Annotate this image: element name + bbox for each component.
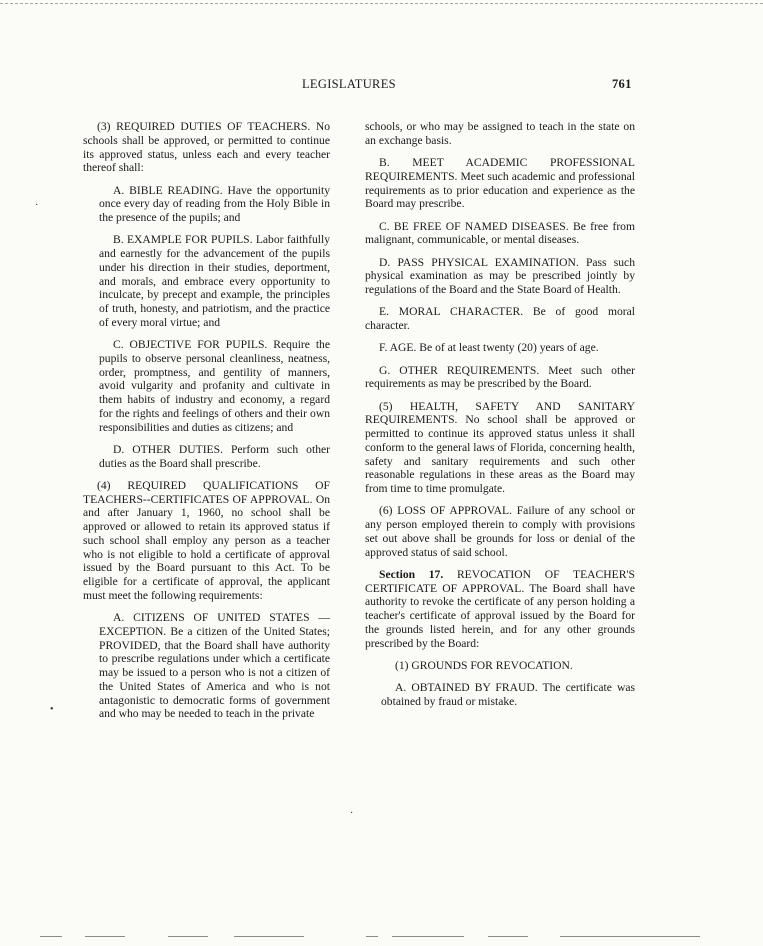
left-column xyxy=(83,120,330,730)
left-column-paragraph: C. OBJECTIVE FOR PUPILS. Require the pupils to observe personal cleanliness, neatness, order, promptness, and gentility of manners, avoid vulgarity and profanity and cultivate in them habits of industry and economy, a regard for the rights and feelings of others and their own responsibilities and duties as citizens; and xyxy=(99,338,330,434)
running-title: LEGISLATURES xyxy=(302,77,396,91)
left-column-paragraph: A. CITIZENS OF UNITED STATES —EXCEPTION. Be a citizen of the United States; PROVIDED, that the Board shall have authority to prescribe regulations under which a certificate may be issued to a person who is not a citizen of the United States of America and who is not antagonistic to democratic forms of government and who may be needed to teach in the private xyxy=(99,611,330,721)
stray-dot-mark: • xyxy=(50,704,54,715)
right-column-paragraph: E. MORAL CHARACTER. Be of good moral character. xyxy=(365,305,635,332)
right-column-paragraph: A. OBTAINED BY FRAUD. The certificate was obtained by fraud or mistake. xyxy=(381,681,635,708)
left-column-paragraph: (3) REQUIRED DUTIES OF TEACHERS. No schools shall be approved, or permitted to continue its approved status, unless each and every teacher thereof shall: xyxy=(83,120,330,175)
stray-dot-mark: · xyxy=(350,808,354,819)
section-text: REVOCATION OF TEACHER'S CERTIFICATE OF APPROVAL. The Board shall have authority to revoke the certificate of any person holding a teacher's certificate of approval issued by the Board for the grounds listed herein, and for any other grounds prescribed by the Board: xyxy=(365,567,635,650)
right-column-paragraph: D. PASS PHYSICAL EXAMINATION. Pass such physical examination as may be prescribed jointly by regulations of the Board and the State Board of Health. xyxy=(365,255,635,296)
left-column-paragraph: A. BIBLE READING. Have the opportunity once every day of reading from the Holy Bible in the presence of the pupils; and xyxy=(99,183,330,224)
right-column-paragraph xyxy=(365,568,635,651)
right-column-paragraph: F. AGE. Be of at least twenty (20) years of age. xyxy=(379,341,599,355)
right-column-paragraph: C. BE FREE OF NAMED DISEASES. Be free from malignant, communicable, or mental diseases. xyxy=(365,219,635,247)
scan-bottom-edge xyxy=(0,936,763,942)
stray-dot-mark: · xyxy=(35,200,39,211)
right-column xyxy=(365,120,635,717)
page-header xyxy=(0,77,763,95)
scan-top-edge xyxy=(0,3,763,4)
right-column-paragraph: schools, or who may be assigned to teach in the state on an exchange basis. xyxy=(365,120,635,147)
right-column-paragraph: (5) HEALTH, SAFETY AND SANITARY REQUIREMENTS. No school shall be approved or permitted to continue its approved status unless it shall conform to the general laws of Florida, concerning health, safety and sanitary requirements and such other reasonable regulations in these areas as the Board may from time to time promulgate. xyxy=(365,399,635,495)
left-column-paragraph: B. EXAMPLE FOR PUPILS. Labor faithfully and earnestly for the advancement of the pupils under his direction in their studies, deportment, and morals, and embrace every opportunity to inculcate, by precept and example, the principles of truth, honesty, and patriotism, and the practice of every moral virtue; and xyxy=(99,233,330,329)
right-column-paragraph: B. MEET ACADEMIC PROFESSIONAL REQUIREMENTS. Meet such academic and professional requirements as to prior education and experience as the Board may prescribe. xyxy=(365,156,635,211)
right-column-paragraph: G. OTHER REQUIREMENTS. Meet such other requirements as may be prescribed by the Board. xyxy=(365,363,635,391)
section-heading: Section 17. xyxy=(379,567,444,581)
left-column-paragraph: (4) REQUIRED QUALIFICATIONS OF TEACHERS--CERTIFICATES OF APPROVAL. On and after January 1, 1960, no school shall be approved or allowed to retain its approved status if such school shall employ any person as a teacher who is not eligible to hold a certificate of approval issued by the Board pursuant to this Act. To be eligible for a certificate of approval, the applicant must meet the following requirements: xyxy=(83,478,330,602)
page-number: 761 xyxy=(612,77,632,91)
right-column-paragraph: (6) LOSS OF APPROVAL. Failure of any school or any person employed therein to comply with provisions set out above shall be grounds for loss or denial of the approved status of said school. xyxy=(365,504,635,559)
right-column-paragraph: (1) GROUNDS FOR REVOCATION. xyxy=(395,658,573,672)
left-column-paragraph: D. OTHER DUTIES. Perform such other duties as the Board shall prescribe. xyxy=(99,442,330,470)
